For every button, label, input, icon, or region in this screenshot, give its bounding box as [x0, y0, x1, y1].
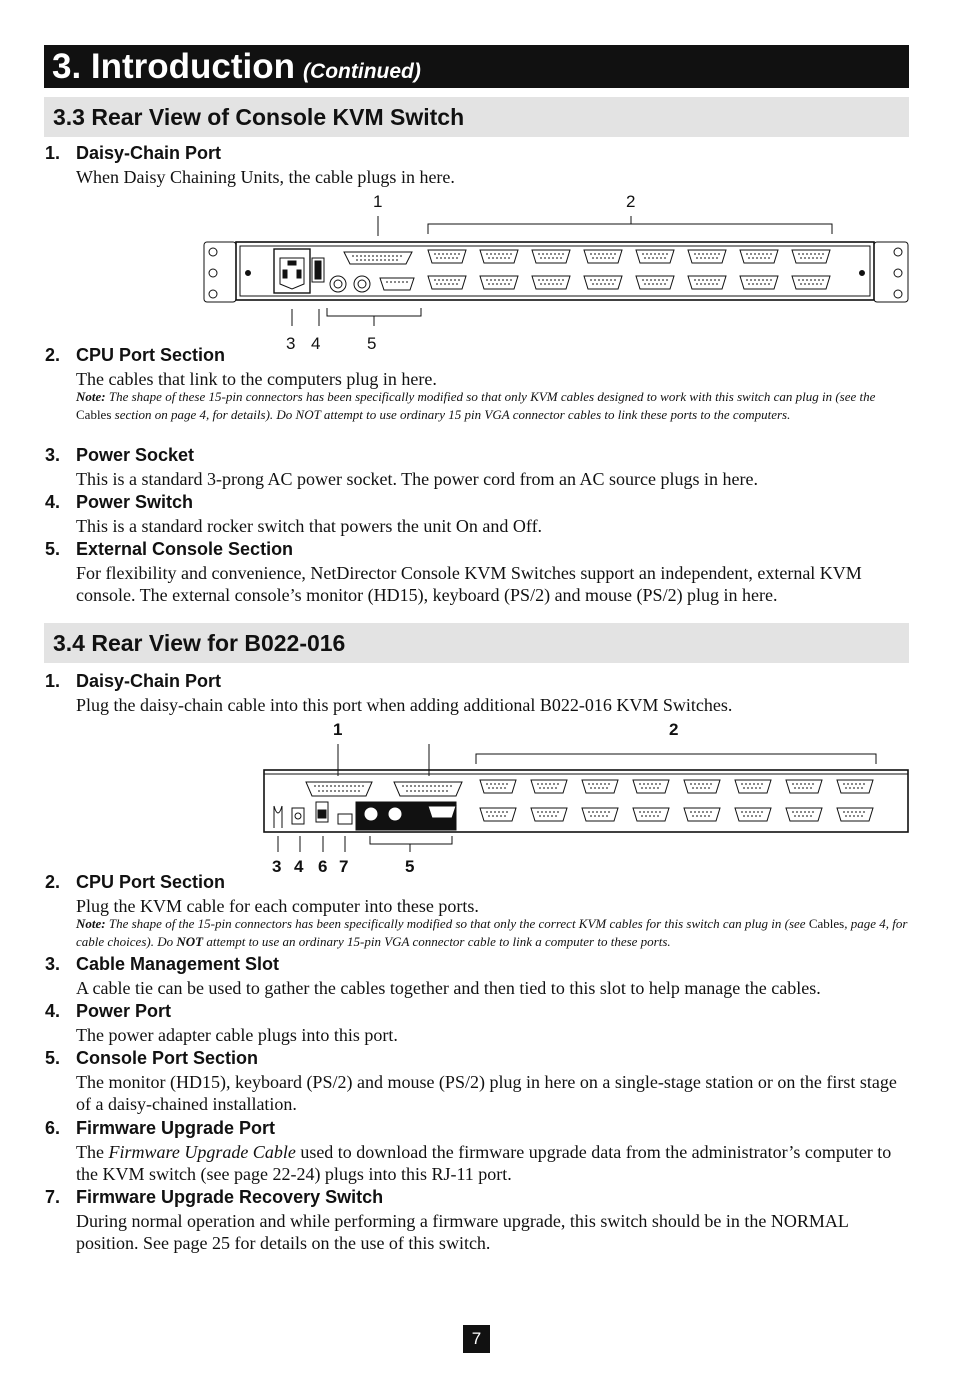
page-title-continued: (Continued) — [303, 60, 421, 83]
s34-note: Note: The shape of the 15-pin connectors has been specifically modified so that only the correct KVM cables for this switch can plug in (see Cables, page 4, for cable choices). Do NOT attempt to use an ordinary 15-pin VGA connector cable to link a computer to these ports. — [76, 916, 908, 949]
s33-item-3-heading: 3. Power Socket — [45, 445, 195, 465]
s34-item-5-heading: 5. Console Port Section — [45, 1048, 259, 1068]
s33-callout-4: 4 — [311, 334, 321, 353]
s33-item-1-heading: 1. Daisy-Chain Port — [45, 143, 222, 163]
s33-item-2-body: The cables that link to the computers plug in here. — [76, 369, 437, 389]
section-3-4-title: 3.4 Rear View for B022-016 — [44, 623, 909, 663]
s33-note: Note: The shape of these 15-pin connectors has been specifically modified so that only KVM cables designed to work with this switch can plug in (see the Cables section on page 4, for details). Do NOT attempt to use ordinary 15 pin VGA connector cables to link these ports to the computers. — [76, 389, 876, 422]
s33-item-4-heading: 4. Power Switch — [45, 492, 194, 512]
s34-item-3-body: A cable tie can be used to gather the cables together and then tied to this slot to help manage the cables. — [76, 978, 821, 998]
s33-item-3-body: This is a standard 3-prong AC power socket. The power cord from an AC source plugs in here. — [76, 469, 759, 489]
s34-callout-7: 7 — [339, 857, 349, 876]
section-3-3-title: 3.3 Rear View of Console KVM Switch — [44, 97, 909, 137]
s34-item-5-body: The monitor (HD15), keyboard (PS/2) and mouse (PS/2) plug in here on a single-stage station or on the first stage of a daisy-chained installation. — [76, 1072, 897, 1114]
page-header — [44, 45, 909, 88]
s34-callout-5: 5 — [405, 857, 415, 876]
s34-item-4-heading: 4. Power Port — [45, 1001, 172, 1021]
s33-callout-1: 1 — [373, 192, 383, 211]
s34-callout-6: 6 — [318, 857, 328, 876]
s34-item-4-body: The power adapter cable plugs into this port. — [76, 1025, 398, 1045]
s33-item-1-body: When Daisy Chaining Units, the cable plugs in here. — [76, 167, 455, 187]
s33-callout-2: 2 — [626, 192, 636, 211]
s33-item-5-body: For flexibility and convenience, NetDirector Console KVM Switches support an independent, external KVM console. The external console’s monitor (HD15), keyboard (PS/2) and mouse (PS/2) plug in here. — [76, 563, 862, 605]
s34-item-6-body: The Firmware Upgrade Cable used to download the firmware upgrade data from the administrator’s computer to the KVM switch (see page 22-24) plugs into this RJ-11 port. — [76, 1142, 892, 1184]
s34-item-2-heading: 2. CPU Port Section — [45, 872, 226, 892]
s34-callout-1: 1 — [333, 720, 343, 739]
s33-callout-3: 3 — [286, 334, 296, 353]
console-kvm-rear-view-diagram — [200, 212, 912, 332]
s34-callout-3: 3 — [272, 857, 282, 876]
s34-item-1-body: Plug the daisy-chain cable into this port when adding additional B022-016 KVM Switches. — [76, 695, 733, 715]
s34-item-3-heading: 3. Cable Management Slot — [45, 954, 280, 974]
s34-item-1-heading: 1. Daisy-Chain Port — [45, 671, 222, 691]
s34-item-7-heading: 7. Firmware Upgrade Recovery Switch — [45, 1187, 384, 1207]
s34-callout-4: 4 — [294, 857, 304, 876]
s33-item-5-heading: 5. External Console Section — [45, 539, 294, 559]
b022-016-rear-view-diagram — [260, 740, 912, 858]
page-number: 7 — [463, 1325, 490, 1353]
s34-item-7-body: During normal operation and while performing a firmware upgrade, this switch should be in the NORMAL position. See page 25 for details on the use of this switch. — [76, 1211, 849, 1253]
s34-callout-2: 2 — [669, 720, 679, 739]
s34-item-6-heading: 6. Firmware Upgrade Port — [45, 1118, 276, 1138]
page-title: 3. Introduction — [52, 47, 296, 86]
s33-callout-5: 5 — [367, 334, 377, 353]
s33-item-4-body: This is a standard rocker switch that powers the unit On and Off. — [76, 516, 543, 536]
s33-item-2-heading: 2. CPU Port Section — [45, 345, 226, 365]
s34-item-2-body: Plug the KVM cable for each computer into these ports. — [76, 896, 479, 916]
